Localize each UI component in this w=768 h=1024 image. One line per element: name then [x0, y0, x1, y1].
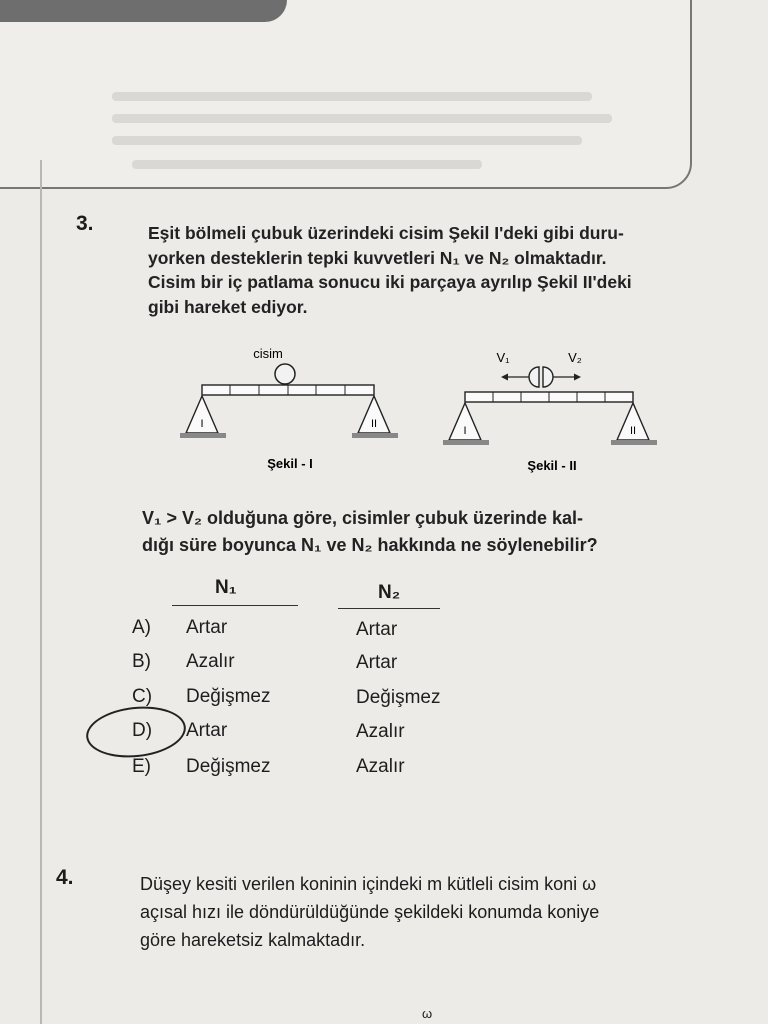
omega-label: ω: [422, 1006, 433, 1021]
support-3-label: I: [463, 425, 467, 437]
fragment-right: [543, 367, 553, 387]
stem-line: gibi hareket ediyor.: [148, 296, 308, 317]
option-e-n2: Azalır: [356, 756, 405, 777]
prompt-line: V₁ > V₂ olduğuna göre, cisimler çubuk üzerinde kal-: [142, 508, 584, 528]
column-rule-n2: [338, 608, 440, 609]
stem-line: açısal hızı ile döndürüldüğünde şekildeki konumda koniye: [140, 902, 600, 922]
faded-text-line: [112, 136, 582, 145]
support-2-label: II: [370, 418, 378, 430]
figure-2: [443, 350, 657, 473]
question-3-prompt: [142, 505, 702, 559]
column-header-n1: N₁: [215, 577, 237, 598]
option-c-n1: Değişmez: [186, 686, 271, 707]
stem-line: göre hareketsiz kalmaktadır.: [140, 930, 366, 950]
question-4-stem: [140, 870, 730, 954]
ground-4: [611, 440, 657, 445]
option-a-letter[interactable]: A): [132, 617, 151, 638]
caption-sekil-1: Şekil - I: [267, 456, 313, 471]
stem-line: Cisim bir iç patlama sonucu iki parçaya ayrılıp Şekil II'deki: [148, 272, 632, 292]
fragment-left: [529, 367, 539, 387]
option-a-n1: Artar: [186, 617, 228, 638]
option-d-letter[interactable]: D): [132, 720, 153, 741]
faded-text-line: [112, 114, 612, 123]
option-e-letter[interactable]: E): [132, 756, 151, 777]
column-divider: [40, 160, 42, 1024]
question-3-stem: [148, 221, 708, 319]
hand-drawn-answer-circle: [84, 702, 189, 762]
column-header-n2: N₂: [378, 582, 401, 603]
stem-line: Düşey kesiti verilen koninin içindeki m kütleli cisim koni ω: [140, 874, 597, 894]
option-b-n1: Azalır: [186, 651, 235, 672]
option-c-letter[interactable]: C): [132, 686, 153, 707]
option-d-n1: Artar: [186, 720, 228, 741]
option-d-n2: Azalır: [356, 721, 405, 742]
ground-3: [443, 440, 489, 445]
option-a-n2: Artar: [356, 619, 398, 640]
v1-label: V₁: [496, 350, 510, 365]
header-band: [0, 0, 287, 22]
option-c-n2: Değişmez: [356, 687, 441, 708]
previous-question-box: [0, 0, 692, 189]
support-4-label: II: [629, 425, 637, 437]
figure-beams: [170, 340, 670, 475]
column-rule-n1: [172, 605, 298, 606]
faded-text-line: [112, 92, 592, 101]
figure-1: [180, 346, 398, 471]
support-1-label: I: [200, 418, 204, 430]
faded-text-line: [132, 160, 482, 169]
question-4-number: 4.: [56, 866, 74, 889]
caption-sekil-2: Şekil - II: [527, 458, 577, 473]
cisim-label: cisim: [253, 346, 283, 361]
ground-1: [180, 433, 226, 438]
v2-label: V₂: [568, 350, 582, 365]
option-b-n2: Artar: [356, 652, 398, 673]
ball-object: [275, 364, 295, 384]
prompt-line: dığı süre boyunca N₁ ve N₂ hakkında ne söylenebilir?: [142, 535, 598, 555]
option-e-n1: Değişmez: [186, 756, 271, 777]
option-b-letter[interactable]: B): [132, 651, 151, 672]
ground-2: [352, 433, 398, 438]
stem-line: Eşit bölmeli çubuk üzerindeki cisim Şekil I'deki gibi duru-: [148, 223, 624, 243]
question-3-number: 3.: [76, 212, 94, 235]
stem-line: yorken desteklerin tepki kuvvetleri N₁ ve N₂ olmaktadır.: [148, 247, 607, 268]
